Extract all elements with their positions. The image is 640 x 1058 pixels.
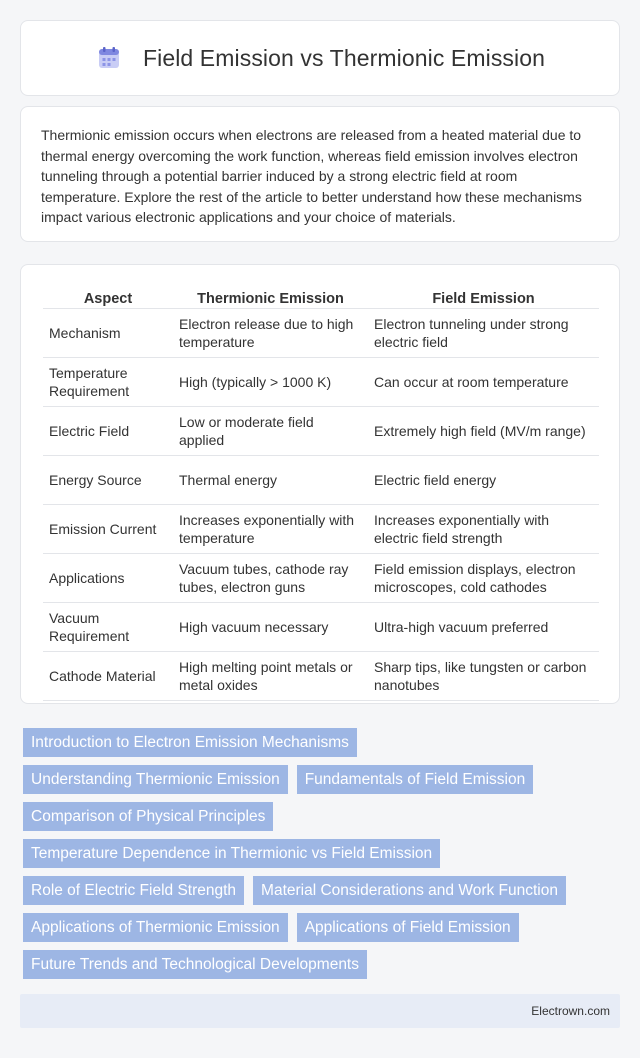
intro-text: Thermionic emission occurs when electrons are released from a heated material due to thermal energy overcoming the work function, whereas field emission involves electron tunneling through a potential barrier induced by a strong electric field at room temperature. Explore the rest of the article to better understand how these mechanisms impact various electronic applications and your choice of materials. (41, 127, 582, 225)
topic-tag-link[interactable]: Fundamentals of Field Emission (297, 765, 534, 794)
cell-field: Can occur at room temperature (368, 358, 599, 407)
table-row (43, 652, 599, 701)
comparison-table-card (20, 264, 620, 704)
table-row (43, 309, 599, 358)
table-row (43, 603, 599, 652)
footer-site[interactable]: Electrown.com (531, 1004, 610, 1018)
calendar-icon (95, 44, 123, 72)
cell-field: Extremely high field (MV/m range) (368, 407, 599, 456)
cell-field: Increases exponentially with electric field strength (368, 505, 599, 554)
tag-row (23, 765, 623, 794)
title-card (20, 20, 620, 96)
footer (20, 994, 620, 1028)
tag-row (23, 728, 623, 757)
cell-aspect: Applications (43, 554, 173, 603)
cell-thermionic: Thermal energy (173, 456, 368, 505)
topic-tag-link[interactable]: Applications of Field Emission (297, 913, 519, 942)
header-aspect: Aspect (43, 285, 173, 309)
table-row (43, 505, 599, 554)
topic-tag-link[interactable]: Role of Electric Field Strength (23, 876, 244, 905)
cell-aspect: Emission Current (43, 505, 173, 554)
cell-aspect: Electric Field (43, 407, 173, 456)
cell-aspect: Mechanism (43, 309, 173, 358)
topic-tag-link[interactable]: Material Considerations and Work Function (253, 876, 566, 905)
header-thermionic: Thermionic Emission (173, 285, 368, 309)
table-row (43, 358, 599, 407)
cell-thermionic: High (typically > 1000 K) (173, 358, 368, 407)
topic-tag-link[interactable]: Understanding Thermionic Emission (23, 765, 288, 794)
topic-tags (23, 728, 623, 987)
cell-aspect: Temperature Requirement (43, 358, 173, 407)
cell-aspect: Cathode Material (43, 652, 173, 701)
cell-field: Sharp tips, like tungsten or carbon nanotubes (368, 652, 599, 701)
tag-row (23, 913, 623, 942)
cell-field: Field emission displays, electron microscopes, cold cathodes (368, 554, 599, 603)
topic-tag-link[interactable]: Comparison of Physical Principles (23, 802, 273, 831)
tag-row (23, 802, 623, 831)
cell-thermionic: High melting point metals or metal oxides (173, 652, 368, 701)
table-row (43, 456, 599, 505)
comparison-table (43, 285, 599, 701)
cell-thermionic: Low or moderate field applied (173, 407, 368, 456)
header-field: Field Emission (368, 285, 599, 309)
table-header-row (43, 285, 599, 309)
cell-aspect: Vacuum Requirement (43, 603, 173, 652)
cell-thermionic: Vacuum tubes, cathode ray tubes, electron guns (173, 554, 368, 603)
table-row (43, 407, 599, 456)
table-row (43, 554, 599, 603)
tag-row (23, 839, 623, 868)
topic-tag-link[interactable]: Applications of Thermionic Emission (23, 913, 288, 942)
cell-aspect: Energy Source (43, 456, 173, 505)
page-title: Field Emission vs Thermionic Emission (142, 44, 546, 71)
cell-field: Electric field energy (368, 456, 599, 505)
cell-thermionic: High vacuum necessary (173, 603, 368, 652)
cell-field: Electron tunneling under strong electric field (368, 309, 599, 358)
cell-thermionic: Electron release due to high temperature (173, 309, 368, 358)
topic-tag-link[interactable]: Future Trends and Technological Developments (23, 950, 367, 979)
topic-tag-link[interactable]: Temperature Dependence in Thermionic vs Field Emission (23, 839, 440, 868)
cell-thermionic: Increases exponentially with temperature (173, 505, 368, 554)
tag-row (23, 876, 623, 905)
topic-tag-link[interactable]: Introduction to Electron Emission Mechanisms (23, 728, 357, 757)
tag-row (23, 950, 623, 979)
intro-card (20, 106, 620, 242)
cell-field: Ultra-high vacuum preferred (368, 603, 599, 652)
